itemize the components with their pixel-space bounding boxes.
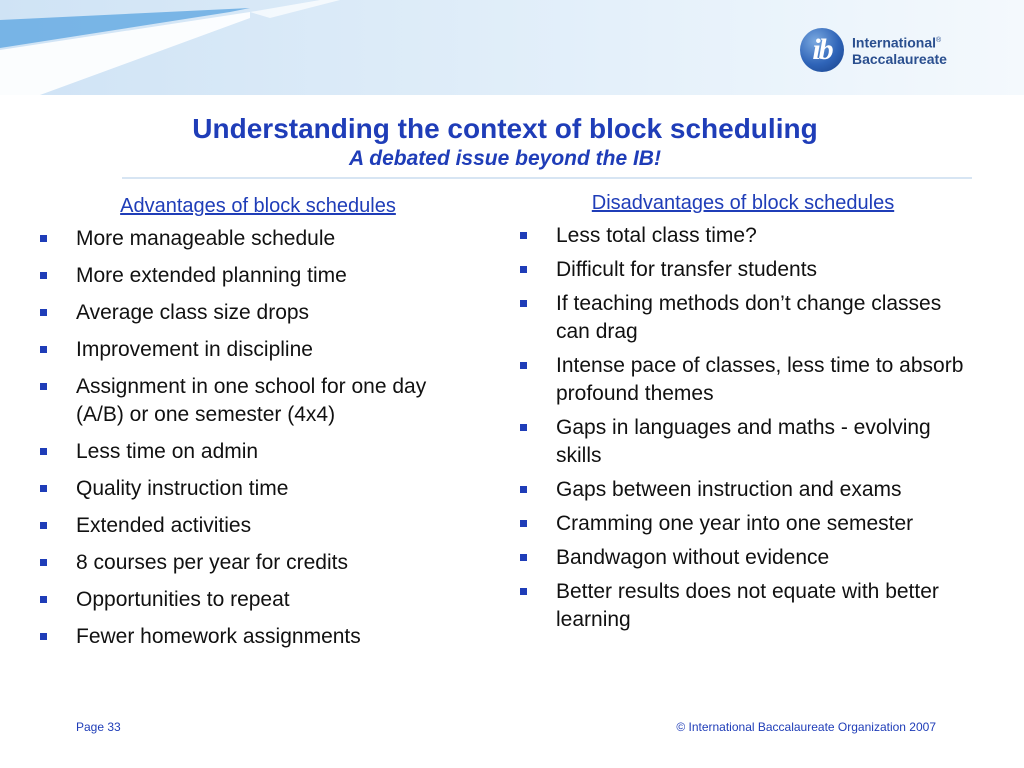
list-item-text: Average class size drops: [76, 301, 310, 324]
ib-logo-mark: ib: [800, 28, 844, 72]
list-item-text: Intense pace of classes, less time to absorb profound themes: [556, 354, 964, 405]
list-item-text: Gaps between instruction and exams: [556, 478, 902, 501]
list-item-text: If teaching methods don’t change classes can drag: [556, 292, 942, 343]
list-item: [38, 225, 478, 253]
square-bullet-icon: [520, 588, 527, 595]
list-item-text: Difficult for transfer students: [556, 258, 818, 281]
square-bullet-icon: [40, 448, 47, 455]
list-item-text: Less total class time?: [556, 224, 757, 247]
list-item: [518, 510, 968, 538]
logo-line-baccalaureate: Baccalaureate: [852, 50, 947, 67]
list-item-text: Improvement in discipline: [76, 338, 313, 361]
list-item: [518, 476, 968, 504]
list-item: [518, 578, 968, 634]
square-bullet-icon: [520, 300, 527, 307]
square-bullet-icon: [40, 235, 47, 242]
square-bullet-icon: [40, 272, 47, 279]
square-bullet-icon: [520, 554, 527, 561]
square-bullet-icon: [520, 486, 527, 493]
list-item: [38, 512, 478, 540]
copyright-notice: © International Baccalaureate Organization 2007: [676, 720, 936, 734]
list-item-text: Assignment in one school for one day (A/B) or one semester (4x4): [76, 375, 427, 426]
registered-mark: ®: [936, 37, 942, 45]
list-item-text: 8 courses per year for credits: [76, 551, 348, 574]
list-item: [38, 438, 478, 466]
list-item-text: More extended planning time: [76, 264, 347, 287]
advantages-column: [38, 193, 478, 660]
list-item: [38, 373, 478, 429]
square-bullet-icon: [40, 346, 47, 353]
list-item-text: Fewer homework assignments: [76, 625, 361, 648]
list-item: [518, 222, 968, 250]
slide-title-block: [0, 112, 1010, 172]
square-bullet-icon: [40, 383, 47, 390]
list-item: [38, 336, 478, 364]
list-item-text: Less time on admin: [76, 440, 259, 463]
disadvantages-column: [518, 190, 968, 640]
advantages-heading: Advantages of block schedules: [120, 195, 396, 217]
disadvantages-list: [518, 222, 968, 634]
list-item-text: Bandwagon without evidence: [556, 546, 830, 569]
list-item: [38, 475, 478, 503]
list-item: [38, 549, 478, 577]
list-item: [38, 623, 478, 651]
list-item-text: Opportunities to repeat: [76, 588, 290, 611]
ib-logo-text: [852, 33, 947, 67]
list-item-text: Cramming one year into one semester: [556, 512, 914, 535]
list-item-text: Gaps in languages and maths - evolving skills: [556, 416, 931, 467]
list-item-text: More manageable schedule: [76, 227, 336, 250]
list-item: [518, 290, 968, 346]
list-item: [518, 256, 968, 284]
list-item-text: Extended activities: [76, 514, 252, 537]
square-bullet-icon: [40, 309, 47, 316]
square-bullet-icon: [520, 520, 527, 527]
disadvantages-heading: Disadvantages of block schedules: [591, 192, 895, 214]
slide-subtitle: A debated issue beyond the IB!: [349, 147, 661, 170]
square-bullet-icon: [40, 633, 47, 640]
square-bullet-icon: [520, 232, 527, 239]
page-number: Page 33: [76, 720, 121, 734]
square-bullet-icon: [520, 424, 527, 431]
list-item: [518, 352, 968, 408]
list-item: [518, 414, 968, 470]
list-item: [38, 586, 478, 614]
list-item: [38, 262, 478, 290]
list-item: [38, 299, 478, 327]
square-bullet-icon: [40, 559, 47, 566]
square-bullet-icon: [520, 266, 527, 273]
square-bullet-icon: [40, 485, 47, 492]
square-bullet-icon: [520, 362, 527, 369]
logo-line-international: International: [852, 34, 937, 51]
advantages-list: [38, 225, 478, 651]
ib-logo: [800, 28, 947, 72]
list-item-text: Better results does not equate with better learning: [556, 580, 939, 631]
list-item: [518, 544, 968, 572]
square-bullet-icon: [40, 522, 47, 529]
title-divider: [122, 177, 972, 179]
slide-title: Understanding the context of block scheduling: [192, 113, 818, 144]
list-item-text: Quality instruction time: [76, 477, 289, 500]
square-bullet-icon: [40, 596, 47, 603]
